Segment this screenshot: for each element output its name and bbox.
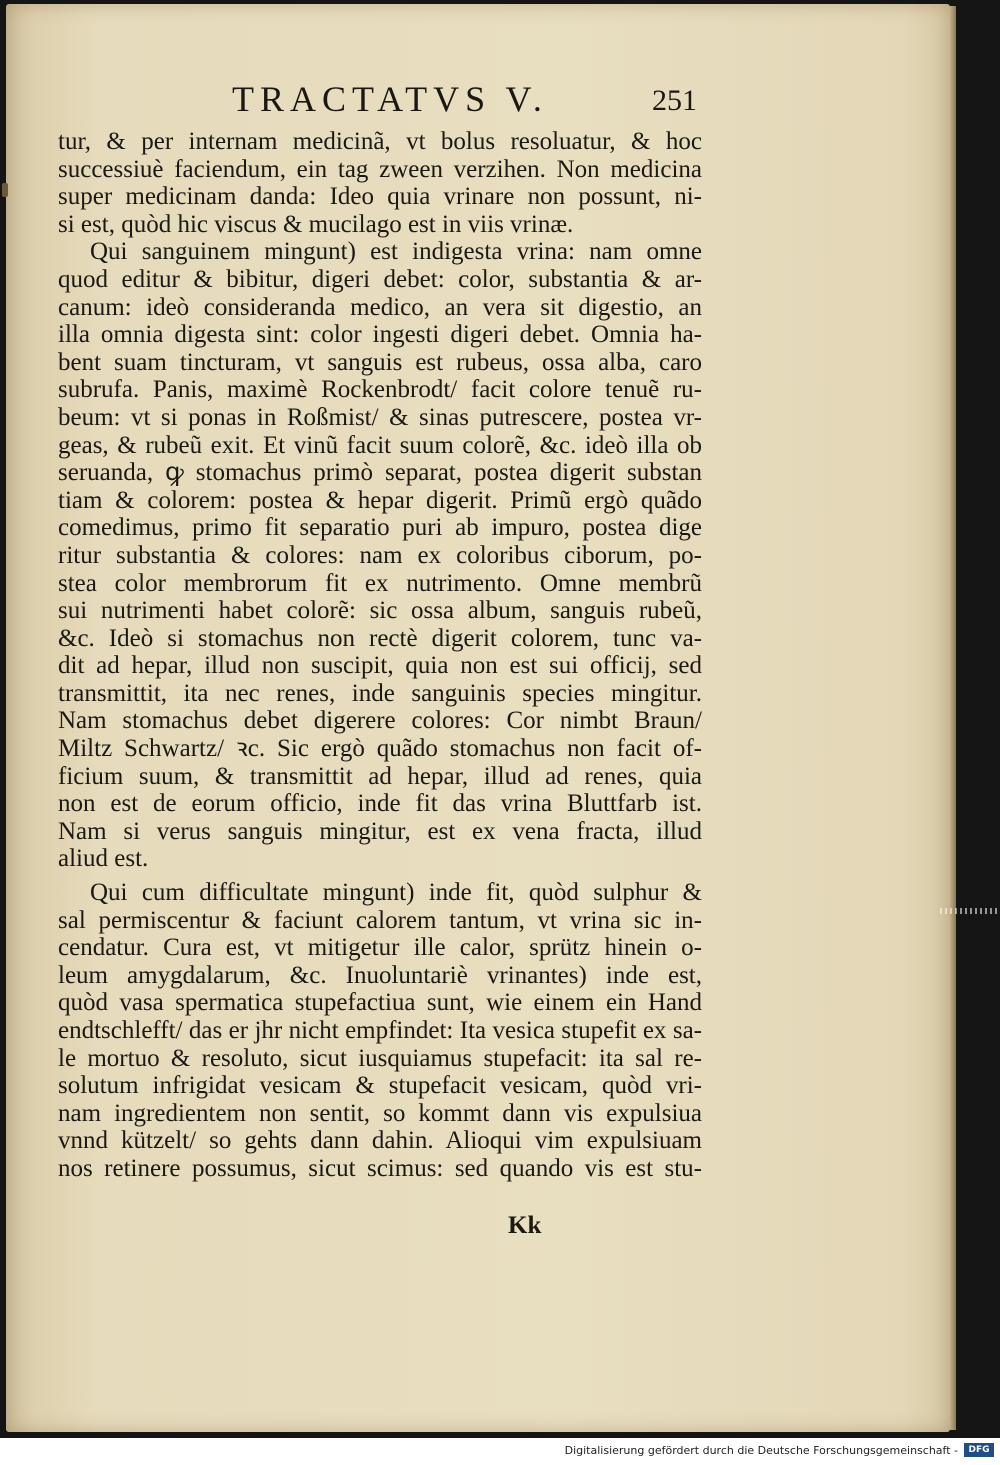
margin-mark bbox=[2, 183, 8, 197]
text-line: dit ad hepar, illud non suscipit, quia non est sui officij, sed bbox=[58, 652, 702, 680]
edge-bleed-marks bbox=[940, 908, 1000, 914]
text-line: geas, & rubeũ exit. Et vinũ facit suum colorẽ, &c. ideò illa ob bbox=[58, 431, 702, 459]
text-line: Nam si verus sanguis mingitur, est ex vena fracta, illud bbox=[58, 817, 702, 845]
text-line: comedimus, primo fit separatio puri ab impuro, postea dige bbox=[58, 514, 702, 542]
text-line: non est de eorum officio, inde fit das vrina Bluttfarb ist. bbox=[58, 790, 702, 818]
text-line: quod editur & bibitur, digeri debet: color, substantia & ar- bbox=[58, 265, 702, 293]
text-line: tiam & colorem: postea & hepar digerit. Primũ ergò quãdo bbox=[58, 486, 702, 514]
text-line: seruanda, ꝙ stomachus primò separat, postea digerit substan bbox=[58, 459, 702, 487]
text-line: cendatur. Cura est, vt mitigetur ille calor, sprütz hinein o- bbox=[58, 934, 702, 962]
text-line: tur, & per internam medicinã, vt bolus resoluatur, & hoc bbox=[58, 128, 702, 155]
dfg-logo[interactable]: DFG bbox=[964, 1443, 994, 1457]
text-line: illa omnia digesta sint: color ingesti digeri debet. Omnia ha- bbox=[58, 321, 702, 349]
text-line: ficium suum, & transmittit ad hepar, illud ad renes, quia bbox=[58, 762, 702, 790]
text-line: quòd vasa spermatica stupefactiua sunt, wie einem ein Hand bbox=[58, 989, 702, 1017]
paragraph-start-line: Qui sanguinem mingunt) est indigesta vrina: nam omne bbox=[90, 238, 702, 266]
funding-credit: Digitalisierung gefördert durch die Deutsche Forschungsgemeinschaft - bbox=[564, 1444, 958, 1457]
text-line: super medicinam danda: Ideo quia vrinare non possunt, ni- bbox=[58, 183, 702, 211]
text-line: &c. Ideò si stomachus non rectè digerit colorem, tunc va- bbox=[58, 624, 702, 652]
body-text bbox=[58, 128, 702, 1183]
text-line: vnnd kützelt/ so gehts dann dahin. Alioqui vim expulsiuam bbox=[58, 1127, 702, 1155]
text-line: nos retinere possumus, sicut scimus: sed quando vis est stu- bbox=[58, 1154, 702, 1182]
text-line: solutum infrigidat vesicam & stupefacit vesicam, quòd vri- bbox=[58, 1072, 702, 1100]
footer-bar bbox=[0, 1438, 1000, 1465]
text-line: beum: vt si ponas in Roßmist/ & sinas putrescere, postea vr- bbox=[58, 403, 702, 431]
text-line: si est, quòd hic viscus & mucilago est in viis vrinæ. bbox=[58, 210, 574, 238]
text-line: stea color membrorum fit ex nutrimento. Omne membrũ bbox=[58, 569, 702, 597]
text-line: transmittit, ita nec renes, inde sanguinis species mingitur. bbox=[58, 679, 702, 707]
text-line: endtschlefft/ das er jhr nicht empfindet: Ita vesica stupefit ex sa- bbox=[58, 1017, 702, 1044]
text-line: leum amygdalarum, &c. Inuoluntariè vrinantes) inde est, bbox=[58, 961, 702, 989]
text-line: sui nutrimenti habet colorẽ: sic ossa album, sanguis rubeũ, bbox=[58, 597, 702, 625]
text-line: sal permiscentur & faciunt calorem tantum, vt vrina sic in- bbox=[58, 906, 702, 934]
text-line: Nam stomachus debet digerere colores: Cor nimbt Braun/ bbox=[58, 707, 702, 735]
text-line: Miltz Schwartz/ ꝛc. Sic ergò quãdo stomachus non facit of- bbox=[58, 735, 702, 763]
text-line: nam ingredientem non sentit, so kommt dann vis expulsiua bbox=[58, 1099, 702, 1127]
page-edge bbox=[950, 6, 956, 1430]
catchword: Kk bbox=[508, 1212, 542, 1239]
text-line: successiuè faciendum, ein tag zween verzihen. Non medicina bbox=[58, 155, 702, 183]
paragraph-start-line: Qui cum difficultate mingunt) inde fit, quòd sulphur & bbox=[90, 879, 702, 907]
page-number: 251 bbox=[652, 84, 697, 117]
text-line: canum: ideò consideranda medico, an vera sit digestio, an bbox=[58, 293, 702, 321]
text-line: aliud est. bbox=[58, 845, 149, 873]
text-line: bent suam tincturam, vt sanguis est rubeus, ossa alba, caro bbox=[58, 348, 702, 376]
text-line: subrufa. Panis, maximè Rockenbrodt/ facit colore tenuẽ ru- bbox=[58, 376, 702, 404]
running-head: TRACTATVS V. bbox=[232, 79, 548, 119]
text-line: le mortuo & resoluto, sicut iusquiamus stupefacit: ita sal re- bbox=[58, 1044, 702, 1072]
text-line: ritur substantia & colores: nam ex coloribus ciborum, po- bbox=[58, 541, 702, 569]
